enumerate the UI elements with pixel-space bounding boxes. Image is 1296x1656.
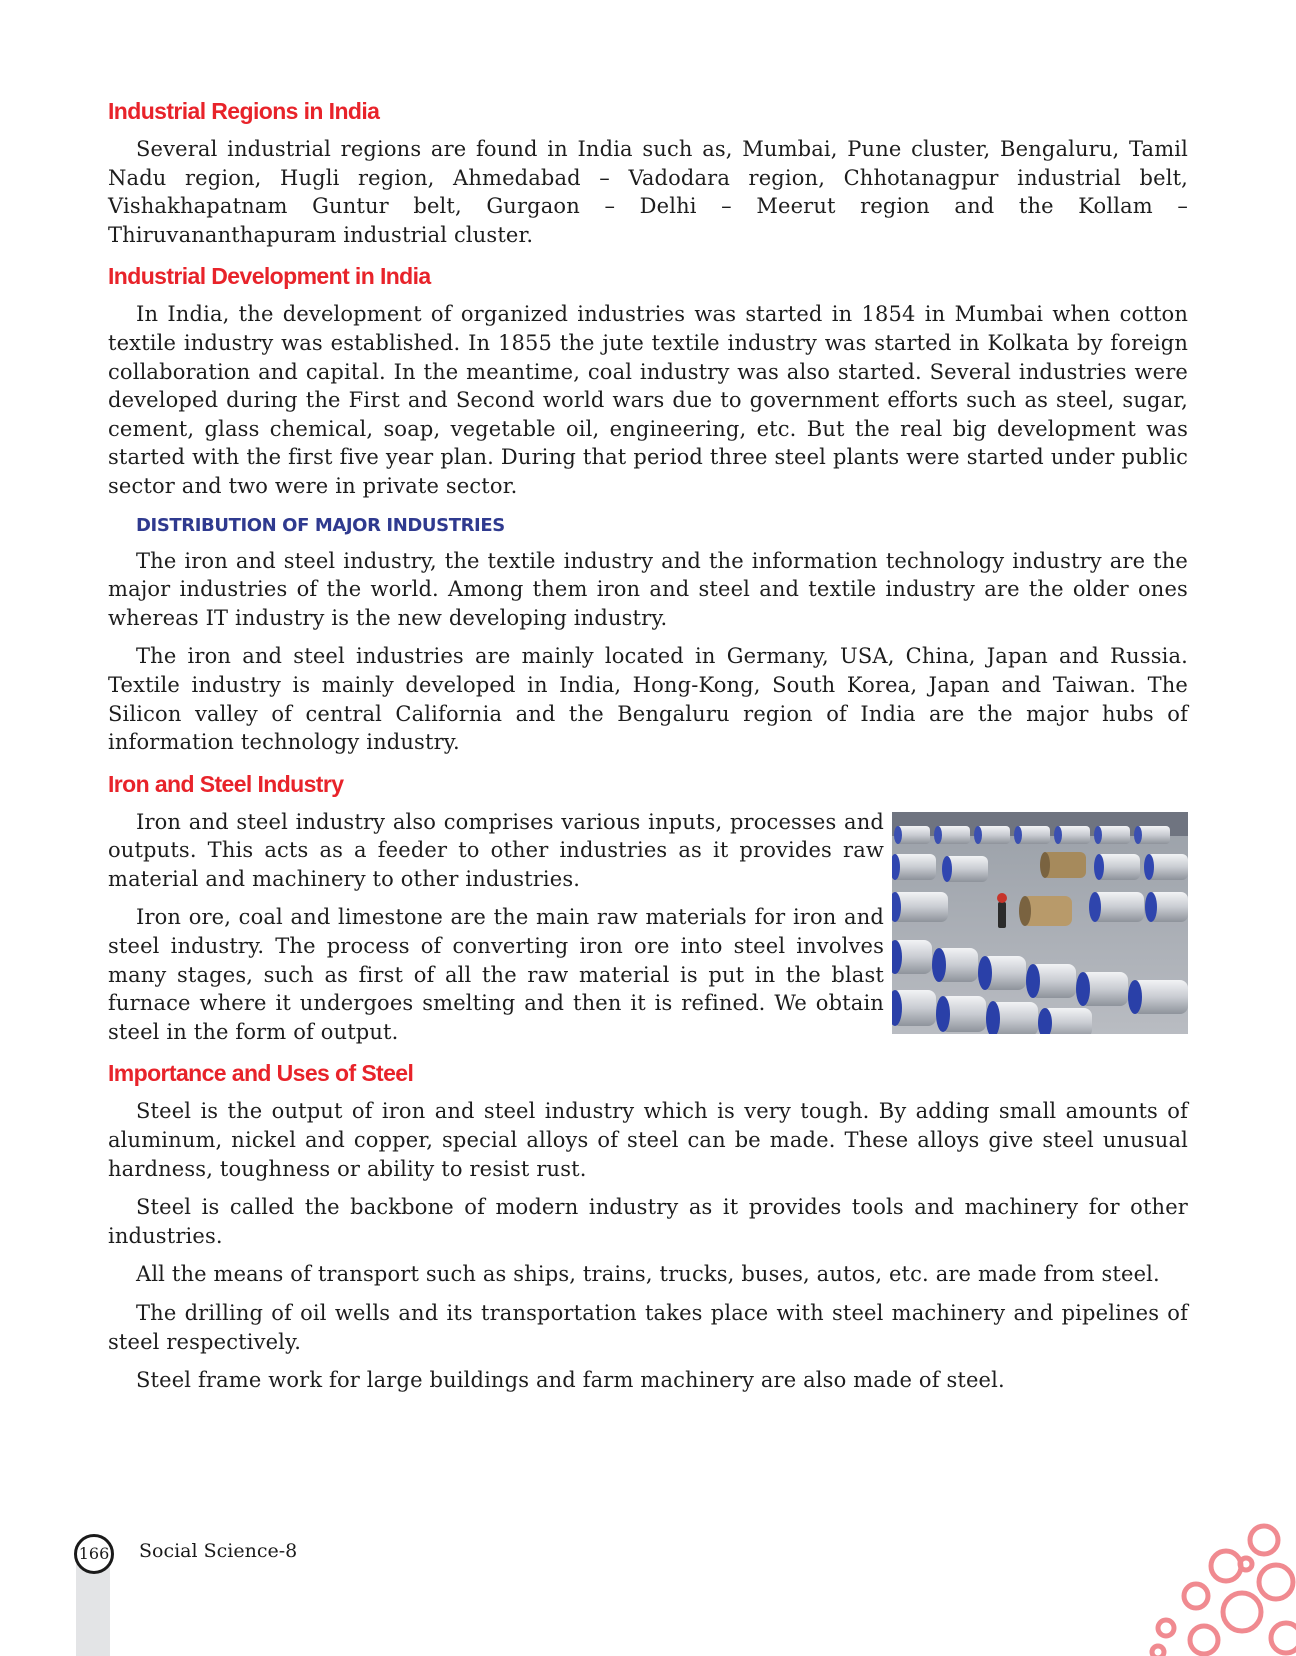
paragraph-iron-steel-1: Iron and steel industry also comprises various inputs, processes and outputs. This acts as a feeder to other industries as it provides raw material and machinery to other industries.	[108, 809, 884, 891]
circles-decoration-icon	[1146, 1520, 1296, 1656]
side-strip	[76, 1560, 110, 1656]
steel-coils-illustration	[892, 812, 1188, 1034]
heading-importance-uses: Importance and Uses of Steel	[108, 1060, 414, 1087]
paragraph-uses-2: Steel is called the backbone of modern industry as it provides tools and machinery for other industries.	[108, 1195, 1188, 1248]
paragraph-uses-1: Steel is the output of iron and steel industry which is very tough. By adding small amounts of aluminum, nickel and copper, special alloys of steel can be made. These alloys give steel unusual hardness, toughness or ability to resist rust.	[108, 1099, 1188, 1181]
paragraph-uses-4: The drilling of oil wells and its transportation takes place with steel machinery and pipelines of steel respectively.	[108, 1301, 1188, 1354]
heading-iron-steel: Iron and Steel Industry	[108, 770, 344, 797]
paragraph-distribution-2: The iron and steel industries are mainly located in Germany, USA, China, Japan and Russia. Textile industry is mainly developed in India, Hong-Kong, South Korea, Japan and Taiwan. The Silicon valley of central California and the Bengaluru region of India are the major hubs of information technology industry.	[108, 644, 1188, 755]
paragraph-uses-5: Steel frame work for large buildings and farm machinery are also made of steel.	[136, 1368, 1005, 1393]
heading-industrial-regions: Industrial Regions in India	[108, 98, 380, 124]
heading-distribution: DISTRIBUTION OF MAJOR INDUSTRIES	[136, 514, 505, 536]
paragraph-regions: Several industrial regions are found in India such as, Mumbai, Pune cluster, Bengaluru, Tamil Nadu region, Hugli region, Ahmedabad – Vadodara region, Chhotanagpur industrial belt, Vishakhapatnam Guntur belt, Gurgaon – Delhi – Meerut region and the Kollam – Thiruvananthapuram industrial cluster.	[108, 137, 1188, 247]
steel-coils-photo	[892, 812, 1188, 1034]
book-title: Social Science-8	[139, 1540, 298, 1562]
heading-industrial-development: Industrial Development in India	[108, 263, 431, 290]
page-content	[108, 96, 1188, 1405]
paragraph-uses-3: All the means of transport such as ships, trains, trucks, buses, autos, etc. are made from steel.	[136, 1262, 1160, 1287]
paragraph-distribution-1: The iron and steel industry, the textile industry and the information technology industry are the major industries of the world. Among them iron and steel and textile industry are the older ones whereas IT industry is the new developing industry.	[108, 548, 1188, 630]
paragraph-iron-steel-2: Iron ore, coal and limestone are the main raw materials for iron and steel industry. The process of converting iron ore into steel involves many stages, such as first of all the raw material is put in the blast furnace where it undergoes smelting and then it is refined. We obtain steel in the form of output.	[108, 905, 884, 1044]
paragraph-development: In India, the development of organized industries was started in 1854 in Mumbai when cotton textile industry was established. In 1855 the jute textile industry was started in Kolkata by foreign collaboration and capital. In the meantime, coal industry was also started. Several industries were developed during the First and Second world wars due to government efforts such as steel, sugar, cement, glass chemical, soap, vegetable oil, engineering, etc. But the real big development was started with the first five year plan. During that period three steel plants were started under public sector and two were in private sector.	[108, 302, 1188, 498]
page-number: 166	[74, 1534, 114, 1574]
